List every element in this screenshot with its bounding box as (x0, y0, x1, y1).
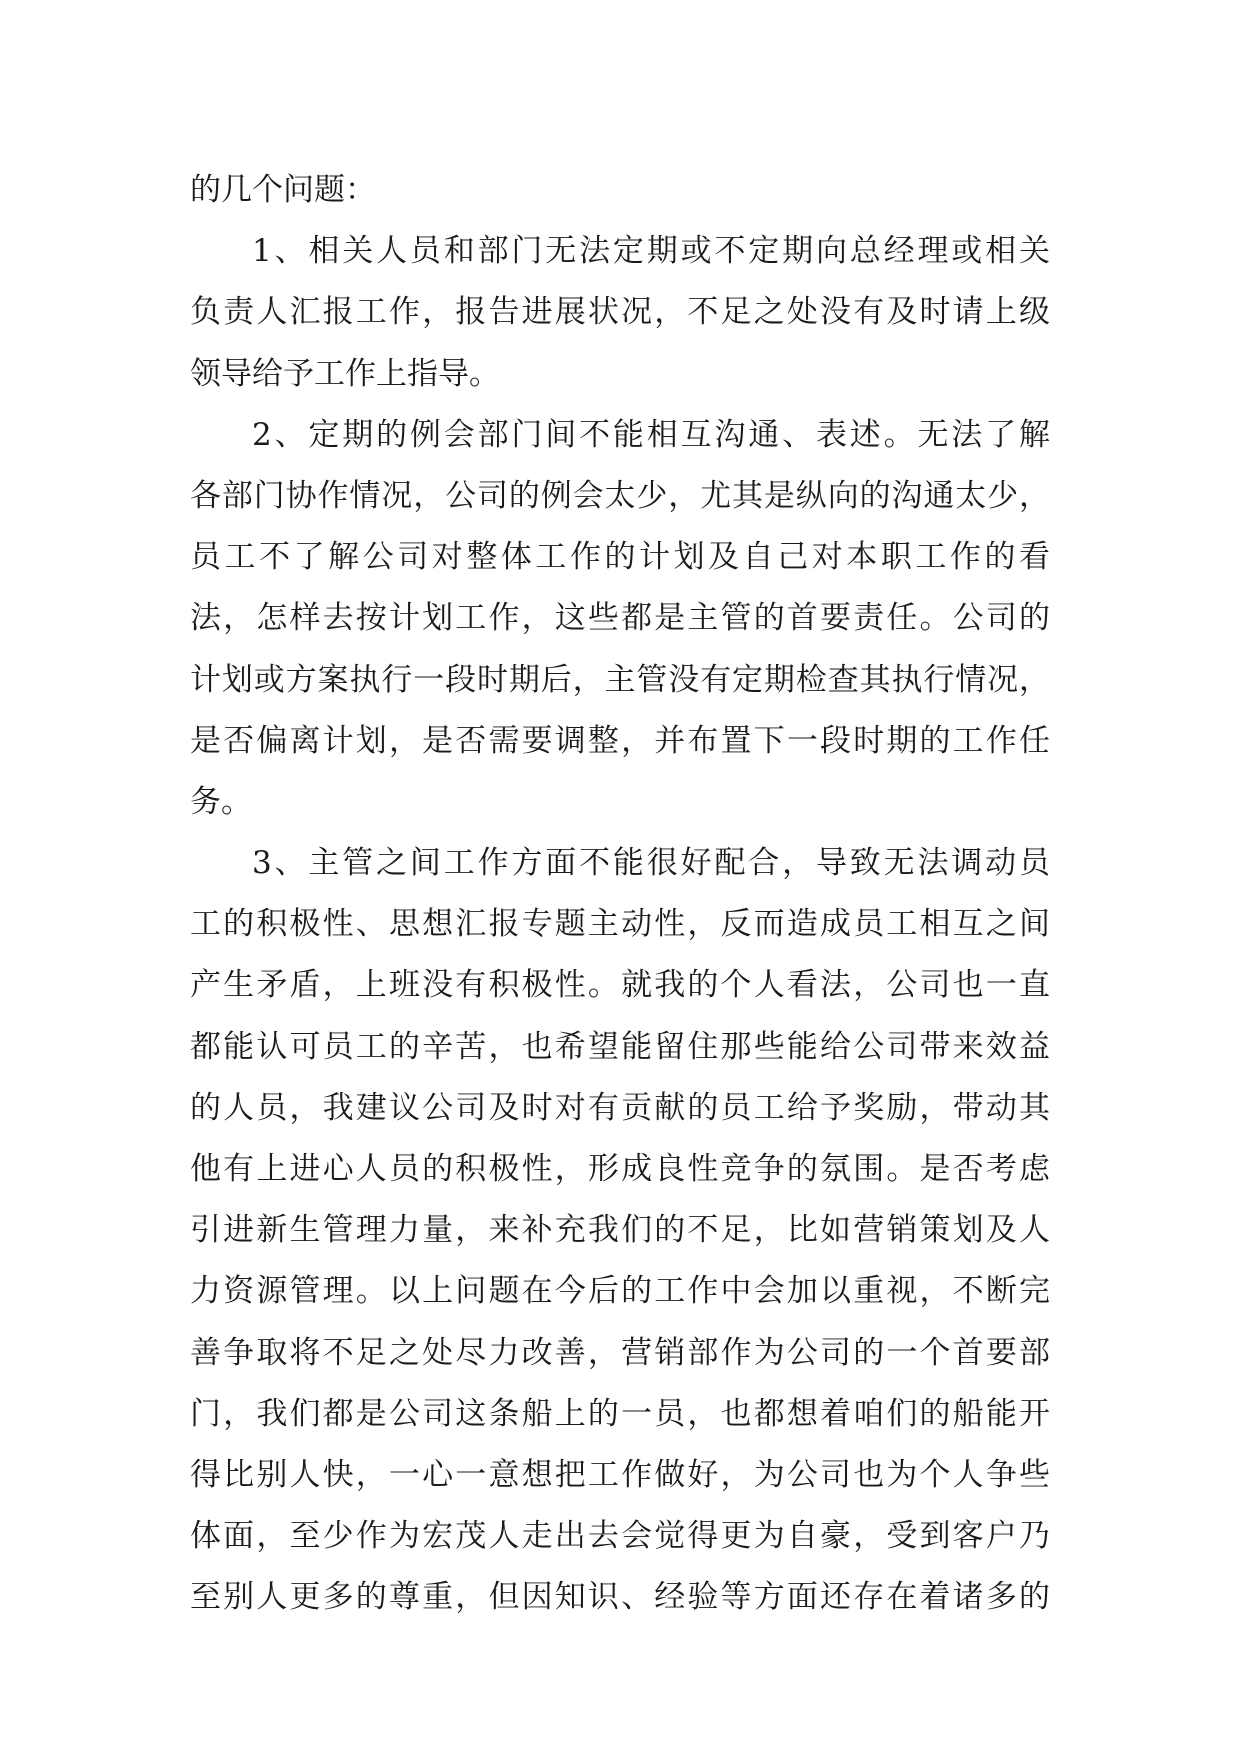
text-line: 领导给予工作上指导。 (190, 355, 500, 392)
text-line: 都能认可员工的辛苦，也希望能留住那些能给公司带来效益 (190, 1028, 1050, 1065)
text-line: 他有上进心人员的积极性，形成良性竞争的氛围。是否考虑 (190, 1151, 1050, 1187)
text-line: 体面，至少作为宏茂人走出去会觉得更为自豪，受到客户乃 (190, 1518, 1050, 1555)
body-text (190, 160, 1050, 1629)
paragraph-1-start: 1、相关人员和部门无法定期或不定期向总经理或相关 (252, 233, 1050, 270)
text-line: 善争取将不足之处尽力改善，营销部作为公司的一个首要部 (190, 1334, 1050, 1371)
text-line: 法，怎样去按计划工作，这些都是主管的首要责任。公司的 (190, 600, 1050, 637)
text-line: 务。 (190, 783, 252, 820)
text-line: 门，我们都是公司这条船上的一员，也都想着咱们的船能开 (190, 1395, 1050, 1432)
text-line: 的几个问题： (190, 172, 376, 208)
text-line: 各部门协作情况，公司的例会太少，尤其是纵向的沟通太少， (190, 477, 1050, 514)
text-line: 计划或方案执行一段时期后，主管没有定期检查其执行情况， (190, 661, 1050, 698)
text-line: 得比别人快，一心一意想把工作做好，为公司也为个人争些 (190, 1456, 1050, 1493)
text-line: 引进新生管理力量，来补充我们的不足，比如营销策划及人 (190, 1212, 1050, 1249)
text-line: 员工不了解公司对整体工作的计划及自己对本职工作的看 (190, 539, 1050, 576)
text-line: 力资源管理。以上问题在今后的工作中会加以重视，不断完 (190, 1273, 1050, 1310)
text-line: 的人员，我建议公司及时对有贡献的员工给予奖励，带动其 (190, 1089, 1050, 1126)
text-line: 负责人汇报工作，报告进展状况，不足之处没有及时请上级 (190, 294, 1050, 331)
text-line: 工的积极性、思想汇报专题主动性，反而造成员工相互之间 (190, 906, 1050, 943)
paragraph-2-start: 2、定期的例会部门间不能相互沟通、表述。无法了解 (252, 416, 1050, 453)
paragraph-3-start: 3、主管之间工作方面不能很好配合，导致无法调动员 (252, 845, 1050, 882)
text-line: 是否偏离计划，是否需要调整，并布置下一段时期的工作任 (190, 722, 1050, 759)
text-line: 产生矛盾，上班没有积极性。就我的个人看法，公司也一直 (190, 967, 1050, 1004)
text-line: 至别人更多的尊重，但因知识、经验等方面还存在着诸多的 (190, 1579, 1050, 1616)
